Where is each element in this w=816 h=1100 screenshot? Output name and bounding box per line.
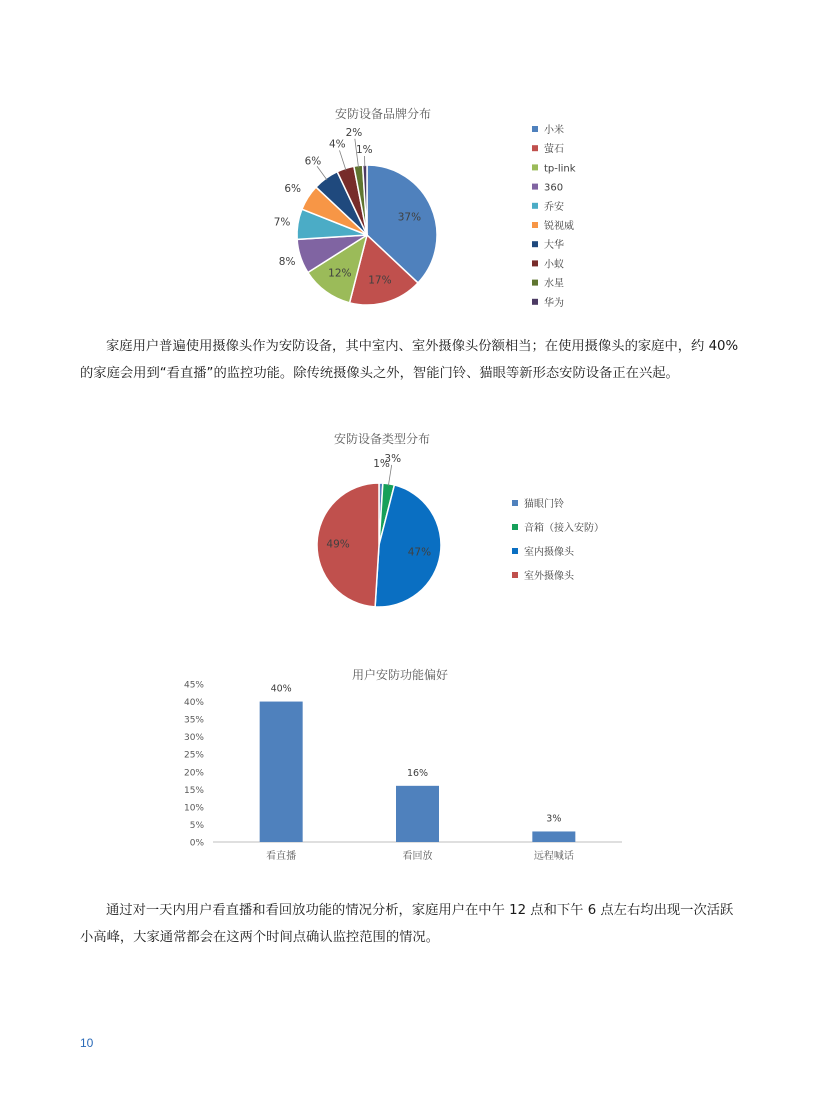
slice-label: 6% [284,182,302,195]
legend-swatch [512,572,518,578]
x-category-label: 远程喊话 [533,851,574,862]
legend-label: 室外摄像头 [524,571,574,582]
slice-label: 2% [345,126,363,139]
bar-value-label: 3% [546,813,562,825]
slice-label: 8% [278,255,296,268]
legend-swatch [532,164,538,170]
slice-label: 37% [397,211,422,224]
legend-label: 大华 [544,240,564,252]
legend-swatch [512,548,518,554]
y-tick-label: 30% [183,733,204,744]
slice-label: 1% [355,144,373,157]
legend-label: 音箱（接入安防） [524,523,604,534]
chart-title: 用户安防功能偏好 [351,668,449,682]
x-category-label: 看直播 [266,851,297,862]
slice-label: 47% [407,546,432,559]
bar-value-label: 16% [406,767,429,779]
legend-label: 室内摄像头 [524,547,574,558]
preference-bar-chart [0,660,816,870]
legend-swatch [512,500,518,506]
legend-swatch [532,299,538,305]
legend-swatch [532,260,538,266]
slice-label: 6% [304,155,322,168]
legend-swatch [532,145,538,151]
legend-swatch [512,524,518,530]
y-tick-label: 5% [189,820,204,831]
legend-label: 水星 [544,278,564,290]
paragraph-camera-usage: 家庭用户普遍使用摄像头作为安防设备，其中室内、室外摄像头份额相当；在使用摄像头的家庭中，约 40%的家庭会用到“看直播”的监控功能。除传统摄像头之外，智能门铃、猫眼等新形态安防设备正在兴起。 [80,339,739,381]
slice-label: 1% [373,458,390,471]
paragraph-activity-peaks: 通过对一天内用户看直播和看回放功能的情况分析，家庭用户在中午 12 点和下午 6 点左右均出现一次活跃小高峰，大家通常都会在这两个时间点确认监控范围的情况。 [80,903,734,945]
bar-value-label: 40% [270,683,292,695]
brand-pie-chart [0,95,816,320]
legend-label: 小蚁 [544,259,564,271]
legend-label: 锐视威 [544,221,574,232]
bar-1 [396,786,439,842]
x-category-label: 看回放 [402,851,433,862]
chart-title: 安防设备类型分布 [333,432,431,446]
y-tick-label: 25% [183,750,204,761]
legend-swatch [532,222,538,228]
legend-swatch [532,184,538,190]
y-tick-label: 0% [189,838,204,849]
slice-label: 12% [328,267,352,280]
legend-label: 猫眼门铃 [524,499,564,510]
chart-title: 安防设备品牌分布 [334,107,432,121]
legend-label: tp-link [544,163,576,175]
slice-label: 3% [384,453,402,466]
legend-label: 乔安 [544,201,564,213]
leader-line [339,150,345,170]
y-tick-label: 35% [183,715,204,726]
bar-0 [260,702,303,842]
legend-swatch [532,126,538,132]
y-tick-label: 20% [183,768,204,779]
slice-label: 7% [273,216,291,229]
legend-label: 华为 [544,297,564,309]
slice-label: 4% [328,138,346,151]
y-tick-label: 15% [183,785,204,796]
slice-label: 49% [326,538,350,551]
legend-label: 小米 [544,125,564,136]
legend-swatch [532,280,538,286]
page-number: 10 [80,1036,94,1050]
legend-swatch [532,203,538,209]
y-tick-label: 45% [183,680,204,691]
legend-swatch [532,241,538,247]
y-tick-label: 40% [183,698,204,709]
legend-label: 360 [544,182,564,194]
legend-label: 萤石 [544,144,564,156]
type-pie-chart [0,425,816,625]
bar-2 [532,831,575,842]
y-tick-label: 10% [183,803,204,814]
slice-label: 17% [368,274,392,287]
leader-line [317,166,327,180]
